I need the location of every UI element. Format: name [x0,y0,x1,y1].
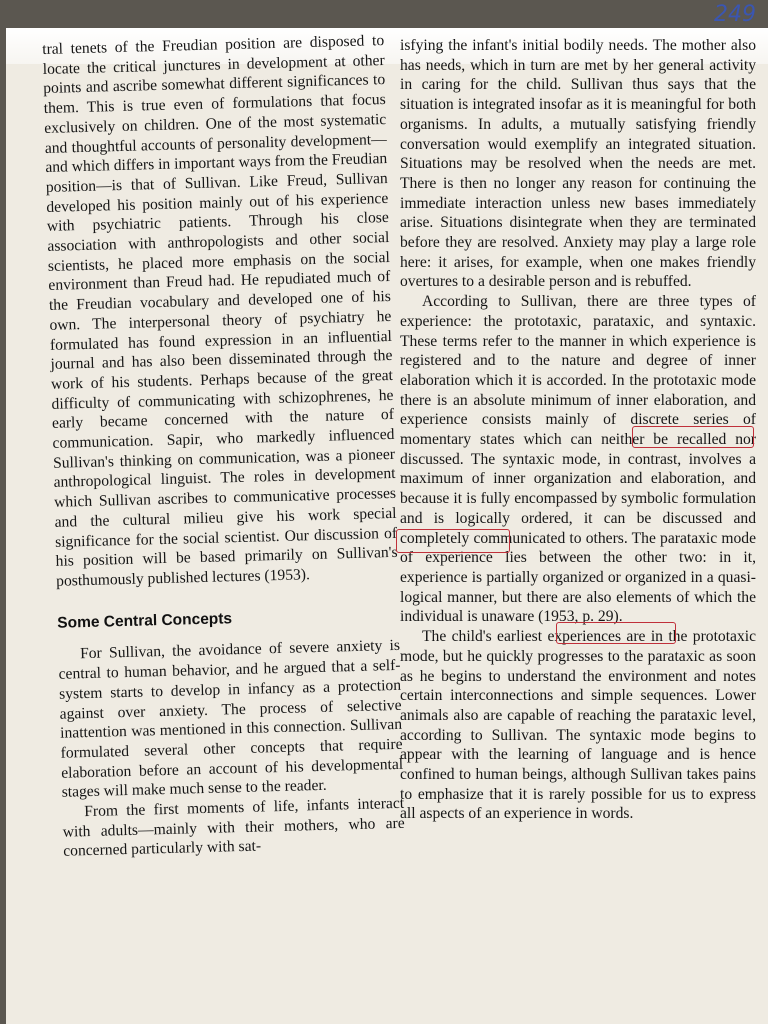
page-number: 249 [714,2,756,27]
right-paragraph-2: According to Sullivan, there are three types of experience: the prototaxic, parataxic, and syntaxic. These terms refer to the manner in which experience is registered and to the nature and degree of inner elaboration which it is accorded. In the prototaxic mode there is an absolute minimum of inner elaboration, and experience consists mainly of discrete series of momentary states which can neither be recalled nor discussed. The syntaxic mode, in contrast, involves a maximum of inner organization and elaboration, and because it is fully encompassed by symbolic formulation and is logically ordered, it can be discussed and completely communicated to others. The parataxic mode of experience lies between the other two: in it, experience is partially organized or organized in a quasi-logical manner, but there are also elements of which the individual is unaware (1953, p. 29). [400,293,756,626]
left-paragraph-3: From the first moments of life, infants interact with adults—mainly with their mothers, who are concerned particularly with sat- [62,794,405,861]
section-heading: Some Central Concepts [57,609,233,632]
annotation-box-prototaxic [632,426,754,448]
right-paragraph-3: The child's earliest experiences are in the prototaxic mode, but he quickly progresses to the parataxic as soon as he begins to understand the environment and notes certain interconnections and simple sequences. Lower animals also are capable of reaching the parataxic level, according to Sullivan. The syntaxic mode begins to appear with the learning of language and is hence confined to human beings, although Sullivan takes pains to emphasize that it is rarely possible for us to express all aspects of an experience in words. [400,628,756,823]
left-column [42,31,405,862]
annotation-box-parataxic [556,622,676,644]
left-paragraph-2: For Sullivan, the avoidance of severe anxiety is central to human behavior, and he argued that a self-system starts to develop in infancy as a protection against over anxiety. The process of selective inattention was mentioned in this connection. Sullivan formulated several other concepts that require elaboration before an account of his developmental stages will make much sense to the reader. [58,637,404,802]
annotation-box-syntaxic [396,529,510,553]
left-paragraph-intro: tral tenets of the Freudian position are disposed to locate the critical junctures in development at other points and ascribe somewhat different significances to them. This is true even of formulations that focus exclusively on children. One of the most systematic and thoughtful accounts of personality development—and which differs in important ways from the Freudian position—is that of Sullivan. Like Freud, Sullivan developed his position mainly out of his experience with psychiatric patients. Through his close association with anthropologists and other social scientists, he placed more emphasis on the social environment than Freud had. He repudiated much of the Freudian vocabulary and developed one of his own. The interpersonal theory of psychiatry he formulated has found expression in an influential journal and has also been disseminated through the work of his students. Perhaps because of the great difficulty of communicating with schizophrenes, he early became concerned with the nature of communication. Sapir, who markedly influenced Sullivan's thinking on communication, was a pioneer anthropological linguist. The roles in development which Sullivan ascribes to communicative processes and the cultural milieu give his work special significance for the social scientist. Our discussion of his position will be based primarily on Sullivan's posthumously published lectures (1953). [42,32,398,590]
right-paragraph-1: isfying the infant's initial bodily needs. The mother also has needs, which in turn are met by her general activity in caring for the child. Sullivan thus says that the situation is integrated insofar as it is meaningful for both organisms. In adults, a mutually satisfying friendly conversation would exemplify an integrated situation. Situations may be resolved when the needs are met. There is then no longer any reason for continuing the immediate interaction unless new bases immediately arise. Situations disintegrate when they are terminated before they are resolved. Anxiety may play a large role here: it arises, for example, when one makes friendly overtures to a desirable person and is rebuffed. [400,37,756,291]
